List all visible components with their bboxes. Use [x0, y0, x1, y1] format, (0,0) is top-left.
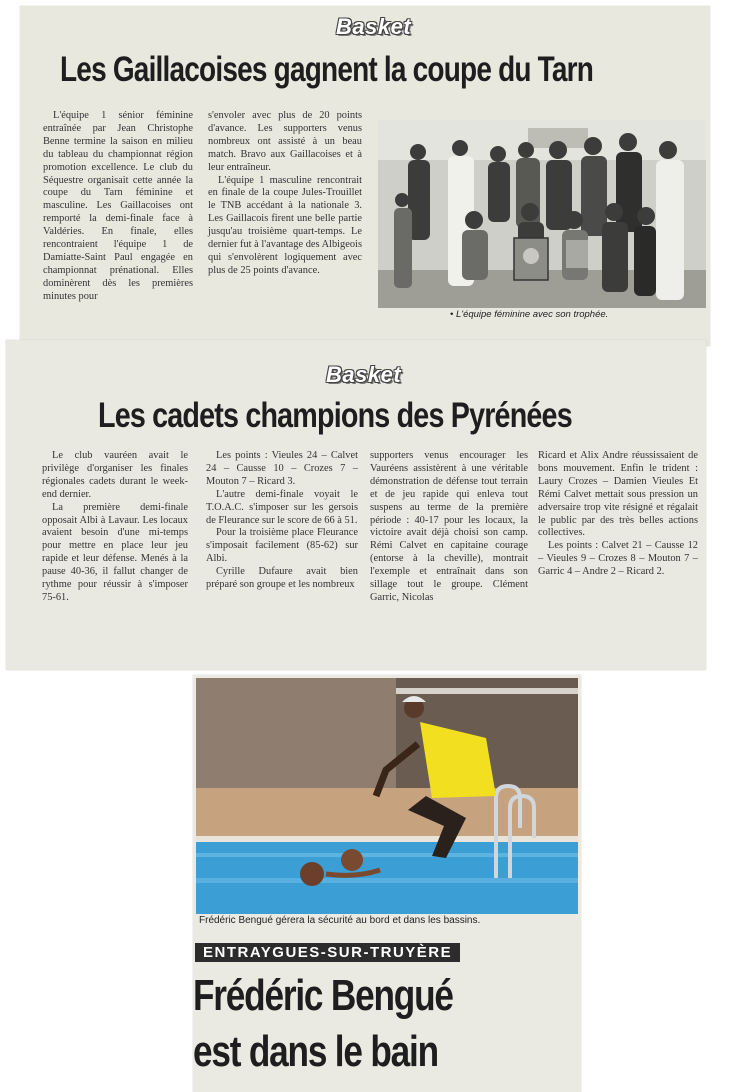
article1-column-2 — [208, 110, 362, 278]
article1-column-1 — [43, 110, 193, 304]
clipping-bengue — [193, 675, 581, 1092]
article2-col2-p1: Les points : Vieules 24 – Calvet 24 – Causse 10 – Crozes 7 – Mouton 7 – Ricard 3. — [206, 450, 358, 487]
basket-section-logo-2: Basket — [326, 362, 402, 387]
article2-column-1 — [42, 450, 188, 605]
article2-column-4 — [538, 450, 698, 579]
article2-col1-p1: Le club vauréen avait le privilège d'organiser les finales régionales cadets durant le week-end dernier. — [42, 450, 188, 500]
article2-col1-p2: La première demi-finale opposait Albi à Lavaur. Les locaux avaient besoin d'une mi-temps pour mettre en place leur jeu rapide et leur défense. Menés à la pause 40-36, il fallut changer de rythme pour réussir à s'imposer 75-61. — [42, 501, 188, 603]
article1-col1-text: L'équipe 1 sénior féminine entraînée par Jean Christophe Benne termine la saison en milieu du tableau du championnat région promotion excellence. Le club du Séquestre organisait cette année la coupe du Tarn féminine et masculine. Les Gaillacoises ont remporté la demi-finale face à Valdéries. En finale, elles rencontraient l'équipe 1 de Damiatte-Saint Paul engagée en championnat prénational. Elles dominèrent dès les premières minutes pour — [43, 110, 193, 302]
pool-photo-caption: Frédéric Bengué gérera la sécurité au bord et dans les bassins. — [199, 915, 481, 926]
article1-col2-p1: s'envoler avec plus de 20 points d'avance. Les supporters venus nombreux ont assisté à un beau match. Bravo aux Gaillacoises et à leur entraîneur. — [208, 110, 362, 173]
article2-col4-p1: Ricard et Alix Andre réussissaient de bons mouvement. Enfin le trident : Laury Crozes – Damien Vieules Et Rémi Calvet mettait sous pression un adversaire trop vite résigné et régalait le public par des très belles actions collectives. — [538, 450, 698, 539]
article2-col3-text: supporters venus encourager les Vauréens assistèrent à une véritable démonstration de défense tout terrain et de jeu rapide qui enleva tout suspens au terme de la première période : 40-17 pour les locaux, la victoire avait déjà choisi son camp. Rémi Calvet en capitaine courage (entorse à la cheville), montrait l'exemple et entraînait dans son sillage tout le groupe. Clément Garric, Nicolas — [370, 450, 528, 603]
basket-section-logo: Basket — [336, 14, 412, 39]
clipping-cadets — [6, 340, 706, 670]
pool-photo-illustration — [196, 678, 578, 914]
team-trophy-photo — [378, 120, 706, 308]
article2-col4-p2: Les points : Calvet 21 – Causse 12 – Vieules 9 – Crozes 8 – Mouton 7 – Garric 4 – Andre 2 – Ricard 2. — [538, 540, 698, 578]
pool-photo — [196, 678, 578, 914]
article2-col2-p3: Pour la troisième place Fleurance s'imposait facilement (85-62) sur Albi. — [206, 527, 358, 565]
headline-cadets: Les cadets champions des Pyrénées — [98, 396, 572, 435]
article2-column-3 — [370, 450, 528, 605]
headline-bengue-line1: Frédéric Bengué — [193, 971, 453, 1020]
article1-col2-p2: L'équipe 1 masculine rencontrait en finale de la coupe Jules-Trouillet le TNB accédant à la nationale 3. Les Gaillacois firent une belle partie jusqu'au troisième quart-temps. Le dernier fut à l'avantage des Albigeois qui s'envolèrent logiquement avec plus de 25 points d'avance. — [208, 174, 362, 276]
article2-column-2 — [206, 450, 358, 592]
headline-gaillacoises: Les Gaillacoises gagnent la coupe du Tarn — [60, 50, 594, 89]
headline-bengue-line2: est dans le bain — [193, 1027, 438, 1076]
location-kicker: ENTRAYGUES-SUR-TRUYÈRE — [195, 943, 460, 962]
team-photo-caption: • L'équipe féminine avec son trophée. — [450, 309, 609, 320]
team-photo-illustration — [378, 120, 706, 308]
article2-col2-p2: L'autre demi-finale voyait le T.O.A.C. s'imposer sur les gersois de Fleurance sur le score de 66 à 51. — [206, 488, 358, 526]
clipping-gaillacoises — [20, 6, 710, 346]
article2-col2-p4: Cyrille Dufaure avait bien préparé son groupe et les nombreux — [206, 566, 358, 591]
